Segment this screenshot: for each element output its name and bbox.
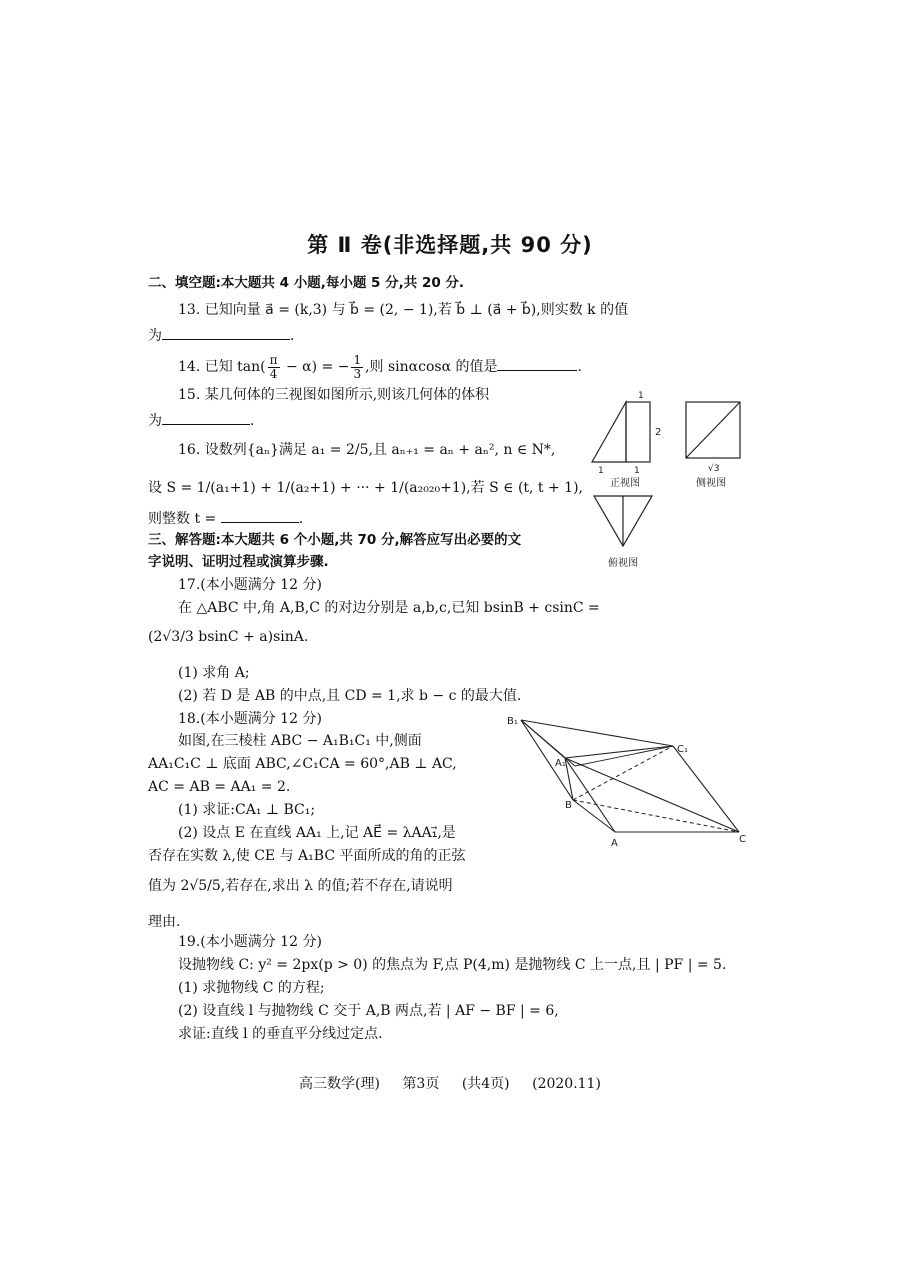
dashed-b-c1 bbox=[573, 746, 673, 800]
edge-c1-c bbox=[673, 746, 739, 832]
question-18-line1: 如图,在三棱柱 ABC − A₁B₁C₁ 中,侧面 bbox=[178, 733, 422, 749]
question-19-part2: (2) 设直线 l 与抛物线 C 交于 A,B 两点,若 | AF − BF | = 6, bbox=[178, 1003, 559, 1019]
section-header-solutions-2: 字说明、证明过程或演算步骤. bbox=[148, 554, 329, 570]
question-18-part2b: 否存在实数 λ,使 CE 与 A₁BC 平面所成的角的正弦 bbox=[148, 848, 466, 864]
label-c1: C₁ bbox=[677, 744, 688, 755]
answer-blank-16[interactable] bbox=[221, 508, 299, 523]
question-18-head: 18.(本小题满分 12 分) bbox=[178, 711, 322, 727]
edge-b-a bbox=[573, 800, 615, 832]
answer-blank-14[interactable] bbox=[497, 356, 577, 371]
question-18-line3: AC = AB = AA₁ = 2. bbox=[148, 779, 291, 795]
answer-blank-13[interactable] bbox=[162, 325, 290, 340]
question-18-part1: (1) 求证:CA₁ ⊥ BC₁; bbox=[178, 802, 316, 818]
label-c: C bbox=[739, 834, 746, 845]
side-view-diagonal bbox=[686, 402, 740, 458]
edge-inner-c1 bbox=[575, 746, 673, 766]
question-17-line1: 在 △ABC 中,角 A,B,C 的对边分别是 a,b,c,已知 bsinB + csinC = bbox=[178, 600, 600, 616]
footer-subject: 高三数学(理) bbox=[299, 1076, 380, 1092]
footer-page: 第3页 bbox=[402, 1076, 440, 1092]
side-view-label: 侧视图 bbox=[696, 478, 726, 489]
question-16-line1: 16. 设数列{aₙ}满足 a₁ = 2/5,且 aₙ₊₁ = aₙ + aₙ², n ∈ N*, bbox=[178, 442, 556, 458]
page-title: 第 Ⅱ 卷(非选择题,共 90 分) bbox=[307, 233, 593, 257]
question-15-cont: 为 . bbox=[148, 410, 254, 431]
dim-left: 1 bbox=[598, 466, 604, 476]
dashed-b-c bbox=[573, 800, 739, 832]
edge-b1-inner bbox=[521, 720, 575, 766]
question-19-head: 19.(本小题满分 12 分) bbox=[178, 934, 322, 950]
question-18-part2d: 理由. bbox=[148, 914, 181, 930]
label-a1: A₁ bbox=[555, 758, 566, 769]
question-17-head: 17.(本小题满分 12 分) bbox=[178, 577, 322, 593]
label-b1: B₁ bbox=[507, 716, 518, 727]
question-19-part1: (1) 求抛物线 C 的方程; bbox=[178, 980, 325, 996]
top-view-label: 俯视图 bbox=[608, 558, 638, 569]
front-view-triangle bbox=[592, 402, 626, 462]
dim-top: 1 bbox=[638, 391, 644, 401]
prism-figure bbox=[505, 712, 750, 872]
dim-right: 1 bbox=[634, 466, 640, 476]
question-19-part3: 求证:直线 l 的垂直平分线过定点. bbox=[178, 1026, 383, 1042]
question-16-line3: 则整数 t = . bbox=[148, 508, 303, 529]
front-view-rect bbox=[626, 402, 650, 462]
question-14: 14. 已知 tan( $\frac{\pi}{4}$ − α) = − $\frac{1}{3}$ ,则 sinαcosα 的值是 . bbox=[178, 352, 582, 381]
question-17-part1: (1) 求角 A; bbox=[178, 665, 250, 681]
question-19-line1: 设抛物线 C: y² = 2px(p > 0) 的焦点为 F,点 P(4,m) 是抛物线 C 上一点,且 | PF | = 5. bbox=[178, 957, 727, 973]
front-view-label: 正视图 bbox=[610, 478, 640, 489]
question-17-line2: (2√3/3 bsinC + a)sinA. bbox=[148, 629, 309, 645]
answer-blank-15[interactable] bbox=[162, 410, 250, 425]
edge-a1-c1 bbox=[565, 746, 673, 758]
question-18-part2a: (2) 设点 E 在直线 AA₁ 上,记 AE⃗ = λAA₁⃗,是 bbox=[178, 825, 456, 841]
question-13: 13. 已知向量 a⃗ = (k,3) 与 b⃗ = (2, − 1),若 b⃗ ⊥ (a⃗ + b⃗),则实数 k 的值 bbox=[178, 302, 629, 318]
question-17-part2: (2) 若 D 是 AB 的中点,且 CD = 1,求 b − c 的最大值. bbox=[178, 688, 522, 704]
page-footer bbox=[0, 1073, 900, 1093]
edge-a1-c bbox=[565, 758, 739, 832]
question-18-line2: AA₁C₁C ⊥ 底面 ABC,∠C₁CA = 60°,AB ⊥ AC, bbox=[148, 756, 457, 772]
question-16-line2: 设 S = 1/(a₁+1) + 1/(a₂+1) + ··· + 1/(a₂₀₂₀+1),若 S ∈ (t, t + 1), bbox=[148, 480, 584, 496]
label-a: A bbox=[611, 838, 618, 849]
dim-height: 2 bbox=[655, 427, 662, 438]
dim-side: √3 bbox=[708, 464, 720, 474]
section-header-fill-in: 二、填空题:本大题共 4 小题,每小题 5 分,共 20 分. bbox=[148, 275, 465, 291]
section-header-solutions-1: 三、解答题:本大题共 6 个小题,共 70 分,解答应写出必要的文 bbox=[148, 532, 522, 548]
three-view-figure bbox=[588, 388, 748, 573]
footer-date: (2020.11) bbox=[532, 1076, 601, 1092]
question-15: 15. 某几何体的三视图如图所示,则该几何体的体积 bbox=[178, 387, 490, 403]
question-13-cont: 为 . bbox=[148, 325, 294, 346]
label-b: B bbox=[565, 800, 572, 811]
question-18-part2c: 值为 2√5/5,若存在,求出 λ 的值;若不存在,请说明 bbox=[148, 878, 453, 894]
edge-b1-c1 bbox=[521, 720, 673, 746]
footer-total: (共4页) bbox=[461, 1076, 510, 1092]
